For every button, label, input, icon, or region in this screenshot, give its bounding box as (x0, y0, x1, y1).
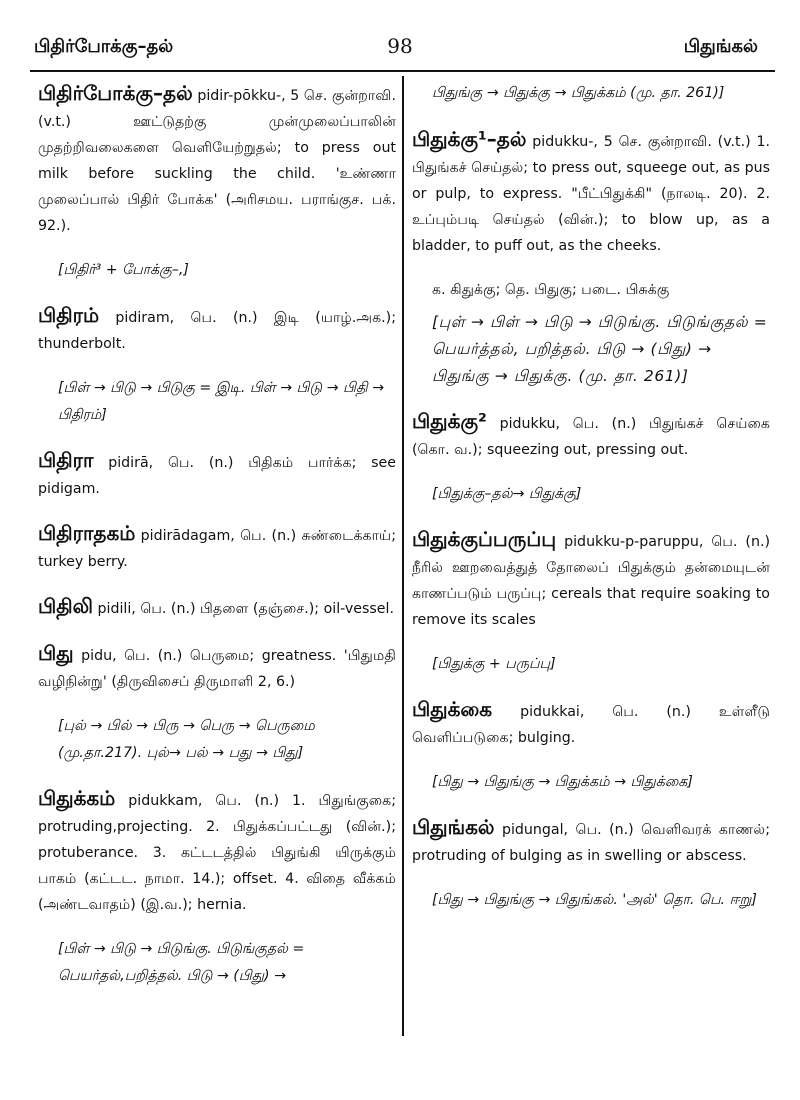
entry-definition: pidiram, பெ. (n.) இடி (யாழ்.அக.); thunderbolt. (38, 310, 396, 352)
entry-headword: பிதிர்போக்கு–தல் (38, 81, 193, 105)
dictionary-entry (38, 593, 396, 622)
entry-headword: பிதுங்கல் (412, 815, 495, 839)
left-column (38, 80, 396, 1008)
entry-definition: pidukku, பெ. (n.) பிதுங்கச் செய்கை (கொ. வ.); squeezing out, pressing out. (412, 416, 770, 458)
entry-headword: பிதிலி (38, 594, 93, 618)
entry-definition: pidukku-p-paruppu, பெ. (n.) நீரில் ஊறவைத்துத் தோலைப் பிதுக்கும் தன்மையுடன் காணப்படும் பருப்பு; cereals that require soaking to remove its scales (412, 534, 770, 628)
entry-definition: pidir-pōkku-, 5 செ. குன்றாவி. (v.t.) ஊட்டுதற்கு முன்முலைப்பாலின் முதற்றிவலைகளை வெளியேற்றுதல்; to press out milk before suckling the child. 'உண்ணா முலைப்பால் பிதிர் போக்க' (அரிசமய. பராங்குச. பக். 92.). (38, 88, 396, 234)
dictionary-entry (38, 302, 396, 357)
entry-headword: பிதிரம் (38, 303, 100, 327)
dictionary-entry (412, 696, 770, 751)
entry-definition: pidu, பெ. (n.) பெருமை; greatness. 'பிதுமதி வழிநின்று' (திருவிசைப் திருமாளி 2, 6.) (38, 648, 396, 690)
entry-etymology: [புல் → பில் → பிரு → பெரு → பெருமை (மு.தா.217). புல்→ பல் → பது → பிது] (58, 718, 315, 761)
dictionary-entry (38, 80, 396, 239)
dictionary-entry (412, 526, 770, 633)
dictionary-entry (412, 408, 770, 463)
entry-etymology: [புள் → பிள் → பிடு → பிடுங்கு. பிடுங்குதல் = பெயர்த்தல், பறித்தல். பிடு → (பிது) → பிதுங்கு → பிதுக்கு. (மு. தா. 261)] (432, 313, 768, 385)
entry-headword: பிதுக்கு¹–தல் (412, 127, 527, 151)
entry-definition: pidili, பெ. (n.) பிதளை (தஞ்சை.); oil-vessel. (97, 601, 394, 617)
entry-headword: பிதிராதகம் (38, 521, 136, 545)
entry-headword: பிதுக்கை (412, 697, 493, 721)
right-column (412, 80, 770, 932)
entry-etymology: [பிதுக்கு + பருப்பு] (432, 656, 556, 672)
entry-headword: பிதுக்கு² (412, 409, 487, 433)
etymology-continuation: பிதுங்கு → பிதுக்கு → பிதுக்கம் (மு. தா. 261)] (432, 85, 725, 101)
entry-etymology: [பிள் → பிடு → பிடுங்கு. பிடுங்குதல் = பெயர்தல்,பறித்தல். பிடு → (பிது) → (58, 941, 305, 984)
entry-headword: பிதுக்கம் (38, 786, 116, 810)
dictionary-entry (38, 640, 396, 695)
entry-etymology: [பிது → பிதுங்கு → பிதுக்கம் → பிதுக்கை] (432, 774, 693, 790)
entry-cognates: க. கிதுக்கு; தெ. பிதுகு; படை. பிசுக்கு (432, 282, 670, 298)
entry-etymology: [பிதுக்கு–தல்→ பிதுக்கு] (432, 486, 582, 502)
entry-etymology: [பிது → பிதுங்கு → பிதுங்கல். 'அல்' தொ. பெ. ஈறு] (432, 892, 757, 908)
entry-definition: pidungal, பெ. (n.) வெளிவரக் காணல்; protruding of bulging as in swelling or abscess. (412, 822, 770, 864)
entry-definition: pidirādagam, பெ. (n.) சுண்டைக்காய்; turkey berry. (38, 528, 396, 570)
entry-headword: பிதுக்குப்பருப்பு (412, 527, 557, 551)
column-divider (402, 76, 404, 1036)
header-rule (30, 70, 775, 72)
entry-definition: pidukkam, பெ. (n.) 1. பிதுங்குகை; protruding,projecting. 2. பிதுக்கப்பட்டது (வின்.); protuberance. 3. கட்டடத்தில் பிதுங்கி யிருக்கும் பாகம் (கட்டட. நாமா. 14.); offset. 4. விதை வீக்கம் (அண்டவாதம்) (இ.வ.); hernia. (38, 793, 396, 913)
entry-headword: பிதிரா (38, 448, 94, 472)
entry-headword: பிது (38, 641, 74, 665)
entry-definition: pidirā, பெ. (n.) பிதிகம் பார்க்க; see pidigam. (38, 455, 396, 497)
dictionary-entry (412, 814, 770, 869)
entry-definition: pidukku-, 5 செ. குன்றாவி. (v.t.) 1. பிதுங்கச் செய்தல்; to press out, squeege out, as pus or pulp, to express. "பீட்பிதுக்கி" (நாலடி. 20). 2. உப்பும்படி செய்தல் (வின்.); to blow up, as a bladder, to puff out, as the cheeks. (412, 134, 771, 254)
running-head-left: பிதிர்போக்கு–தல் (34, 36, 174, 57)
entry-etymology: [பிதிர்³ + போக்கு–,] (58, 262, 189, 278)
dictionary-entry (412, 126, 770, 259)
page-number: 98 (387, 34, 413, 58)
dictionary-entry (38, 785, 396, 918)
entry-definition: pidukkai, பெ. (n.) உள்ளீடு வெளிப்படுகை; bulging. (412, 704, 770, 746)
entry-etymology: [பிள் → பிடு → பிடுகு = இடி. பிள் → பிடு → பிதி → பிதிரம்] (58, 380, 384, 423)
dictionary-entry (38, 520, 396, 575)
running-head-right: பிதுங்கல் (683, 36, 758, 57)
dictionary-entry (38, 447, 396, 502)
